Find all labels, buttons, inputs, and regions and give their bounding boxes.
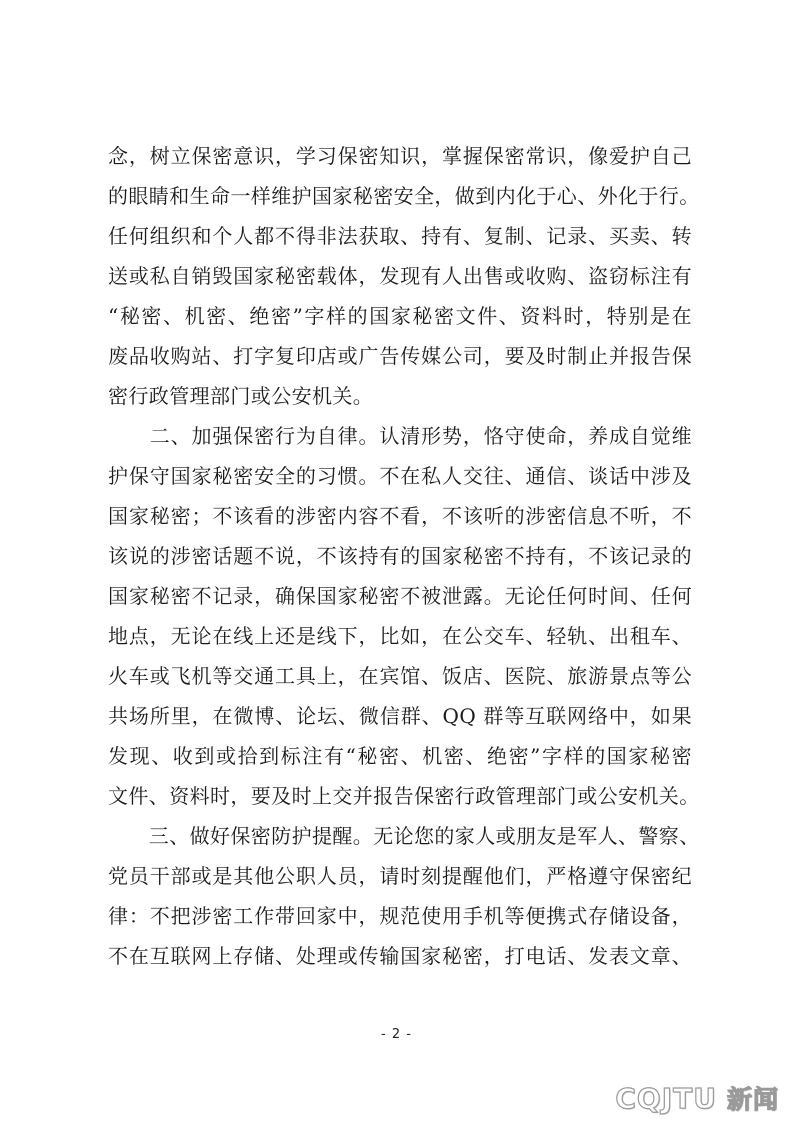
watermark xyxy=(615,1080,779,1116)
body-text xyxy=(108,136,700,976)
text-line: 国家秘密不记录，确保国家秘密不被泄露。无论任何时间、任何 xyxy=(108,584,692,608)
text-line: 护保守国家秘密安全的习惯。不在私人交往、通信、谈话中涉及 xyxy=(108,464,692,488)
watermark-chinese: 新闻 xyxy=(726,1085,779,1114)
text-line: 该说的涉密话题不说，不该持有的国家秘密不持有，不该记录的 xyxy=(108,544,692,568)
text-line: 废品收购站、打字复印店或广告传媒公司，要及时制止并报告保 xyxy=(108,344,692,368)
text-line: 国家秘密；不该看的涉密内容不看，不该听的涉密信息不听，不 xyxy=(108,504,692,528)
text-line: 发现、收到或拾到标注有“秘密、机密、绝密”字样的国家秘密 xyxy=(108,744,692,768)
text-line: 律：不把涉密工作带回家中，规范使用手机等便携式存储设备， xyxy=(108,904,692,928)
text-line: 念，树立保密意识，学习保密知识，掌握保密常识，像爱护自己 xyxy=(108,144,692,168)
text-line: 二、加强保密行为自律。认清形势，恪守使命，养成自觉维 xyxy=(108,424,692,448)
watermark-latin: CQJTU xyxy=(615,1081,717,1115)
text-line: 文件、资料时，要及时上交并报告保密行政管理部门或公安机关。 xyxy=(108,784,700,808)
text-line: 任何组织和个人都不得非法获取、持有、复制、记录、买卖、转 xyxy=(108,224,692,248)
text-line: 火车或飞机等交通工具上，在宾馆、饭店、医院、旅游景点等公 xyxy=(108,664,692,688)
text-line: 送或私自销毁国家秘密载体，发现有人出售或收购、盗窃标注有 xyxy=(108,264,692,288)
text-line: 的眼睛和生命一样维护国家秘密安全，做到内化于心、外化于行。 xyxy=(108,184,700,208)
text-line: 共场所里，在微博、论坛、微信群、QQ 群等互联网络中，如果 xyxy=(108,704,692,728)
text-line: 三、做好保密防护提醒。无论您的家人或朋友是军人、警察、 xyxy=(108,824,700,848)
text-line: “秘密、机密、绝密”字样的国家秘密文件、资料时，特别是在 xyxy=(108,304,692,328)
text-line: 党员干部或是其他公职人员，请时刻提醒他们，严格遵守保密纪 xyxy=(108,864,692,888)
text-line: 密行政管理部门或公安机关。 xyxy=(108,384,374,408)
page-number: - 2 - xyxy=(381,1027,412,1042)
text-line: 地点，无论在线上还是线下，比如，在公交车、轻轨、出租车、 xyxy=(108,624,692,648)
text-line: 不在互联网上存储、处理或传输国家秘密，打电话、发表文章、 xyxy=(108,944,692,968)
